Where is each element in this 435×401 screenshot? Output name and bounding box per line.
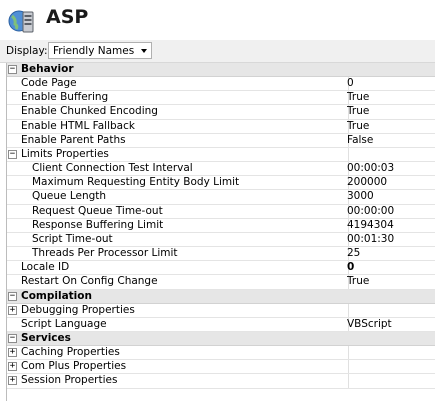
- property-name: Compilation: [21, 289, 92, 302]
- expand-icon[interactable]: +: [9, 361, 16, 372]
- property-row[interactable]: [7, 91, 435, 105]
- category-row[interactable]: [7, 332, 435, 346]
- property-row[interactable]: [7, 318, 435, 332]
- property-value[interactable]: VBScript: [347, 317, 392, 330]
- property-row[interactable]: [7, 219, 435, 233]
- expand-icon[interactable]: +: [9, 347, 16, 358]
- collapse-icon[interactable]: −: [9, 64, 16, 74]
- header: [0, 0, 435, 40]
- property-value[interactable]: 4194304: [347, 218, 394, 231]
- property-name: Services: [21, 331, 71, 344]
- category-row[interactable]: [7, 63, 435, 77]
- property-name: Client Connection Test Interval: [21, 162, 349, 175]
- property-name: Queue Length: [21, 190, 349, 203]
- group-row[interactable]: [7, 148, 435, 162]
- property-value[interactable]: [347, 360, 435, 373]
- collapse-icon[interactable]: −: [9, 148, 16, 159]
- property-value[interactable]: 200000: [347, 176, 388, 189]
- property-name: Restart On Config Change: [21, 275, 349, 288]
- property-value[interactable]: [347, 148, 435, 161]
- property-name: Debugging Properties: [21, 304, 349, 317]
- property-name: Behavior: [21, 63, 74, 75]
- display-dropdown-value: Friendly Names: [53, 45, 135, 57]
- property-value[interactable]: 0: [347, 77, 354, 90]
- property-value[interactable]: [347, 346, 435, 359]
- property-row[interactable]: [7, 176, 435, 190]
- property-row[interactable]: [7, 120, 435, 134]
- property-name: Maximum Requesting Entity Body Limit: [21, 176, 349, 189]
- property-name: Enable Chunked Encoding: [21, 105, 349, 118]
- property-value[interactable]: True: [347, 119, 370, 132]
- property-row[interactable]: [7, 275, 435, 289]
- property-row[interactable]: [7, 233, 435, 247]
- page-title: ASP: [46, 6, 89, 28]
- property-name: Limits Properties: [21, 148, 349, 161]
- group-row[interactable]: [7, 346, 435, 360]
- property-row[interactable]: [7, 190, 435, 204]
- display-dropdown[interactable]: [48, 42, 152, 59]
- display-label: Display:: [6, 45, 48, 57]
- property-name: Script Time-out: [21, 233, 349, 246]
- property-name: Enable Parent Paths: [21, 134, 349, 147]
- property-value[interactable]: 00:00:03: [347, 162, 395, 175]
- property-value[interactable]: 00:01:30: [347, 232, 395, 245]
- property-name: Com Plus Properties: [21, 360, 349, 373]
- property-value[interactable]: True: [347, 91, 370, 104]
- property-value[interactable]: True: [347, 275, 370, 288]
- property-value[interactable]: [347, 374, 435, 387]
- group-row[interactable]: [7, 360, 435, 374]
- property-name: Script Language: [21, 318, 349, 331]
- property-row[interactable]: [7, 134, 435, 148]
- expand-icon[interactable]: +: [9, 304, 16, 315]
- property-row[interactable]: [7, 77, 435, 91]
- property-name: Session Properties: [21, 374, 349, 387]
- property-row[interactable]: [7, 247, 435, 261]
- property-row[interactable]: [7, 261, 435, 275]
- property-name: Response Buffering Limit: [21, 219, 349, 232]
- property-value[interactable]: True: [347, 105, 370, 118]
- iis-server-icon: [6, 6, 36, 36]
- group-row[interactable]: [7, 304, 435, 318]
- property-name: Enable HTML Fallback: [21, 120, 349, 133]
- property-row[interactable]: [7, 162, 435, 176]
- property-name: Code Page: [21, 77, 349, 90]
- property-name: Threads Per Processor Limit: [21, 247, 349, 260]
- chevron-down-icon: [141, 49, 147, 53]
- collapse-icon[interactable]: −: [9, 290, 16, 301]
- property-row[interactable]: [7, 205, 435, 219]
- property-value[interactable]: [347, 304, 435, 317]
- collapse-icon[interactable]: −: [9, 332, 16, 343]
- property-value[interactable]: 3000: [347, 190, 374, 203]
- group-row[interactable]: [7, 374, 435, 388]
- property-value[interactable]: 00:00:00: [347, 204, 395, 217]
- property-name: Locale ID: [21, 261, 349, 274]
- property-grid: [6, 63, 435, 401]
- category-row[interactable]: [7, 290, 435, 304]
- property-name: Enable Buffering: [21, 91, 349, 104]
- property-name: Caching Properties: [21, 346, 349, 359]
- property-value[interactable]: 25: [347, 247, 361, 260]
- display-toolbar: [0, 40, 435, 63]
- property-name: Request Queue Time-out: [21, 205, 349, 218]
- expand-icon[interactable]: +: [9, 375, 16, 386]
- property-value[interactable]: False: [347, 133, 374, 146]
- property-row[interactable]: [7, 105, 435, 119]
- property-value[interactable]: 0: [347, 261, 355, 274]
